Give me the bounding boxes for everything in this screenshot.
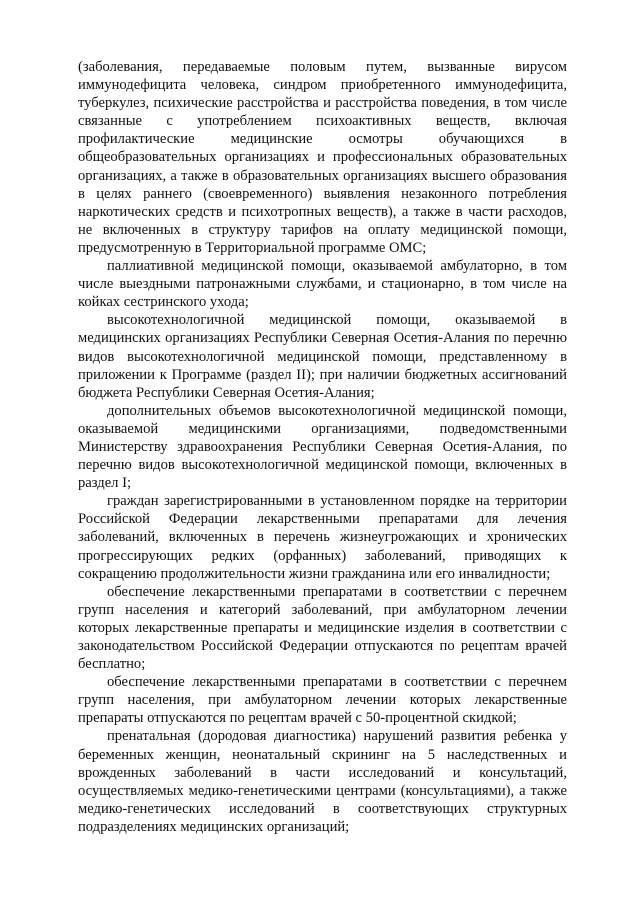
paragraph-prenatal-diagnostics: пренатальная (дородовая диагностика) нарушений развития ребенка у беременных женщин, неонатальный скрининг на 5 наследственных и врожденных заболеваний в части исследований и консультаций, осуществляемых медико-генетическими центрами (консультациями), а также медико-генетических исследований в соответствующих структурных подразделениях медицинских организаций; xyxy=(78,728,567,835)
paragraph-additional-volumes: дополнительных объемов высокотехнологичной медицинской помощи, оказываемой медицинскими организациями, подведомственными Министерству здравоохранения Республики Северная Осетия-Алания, по перечню видов высокотехнологичной медицинской помощи, включенных в раздел I; xyxy=(78,402,567,492)
document-page xyxy=(78,58,567,836)
paragraph-palliative-care: паллиативной медицинской помощи, оказываемой амбулаторно, в том числе выездными патронажными службами, и стационарно, в том числе на койках сестринского ухода; xyxy=(78,258,567,311)
paragraph-free-medicines: обеспечение лекарственными препаратами в соответствии с перечнем групп населения и категорий заболеваний, при амбулаторном лечении которых лекарственные препараты и медицинские изделия в соответствии с законодательством Российской Федерации отпускаются по рецептам врачей бесплатно; xyxy=(78,583,567,673)
paragraph-discount-medicines: обеспечение лекарственными препаратами в соответствии с перечнем групп населения, при амбулаторном лечении которых лекарственные препараты отпускаются по рецептам врачей с 50-процентной скидкой; xyxy=(78,674,567,727)
paragraph-orphan-diseases: граждан зарегистрированными в установленном порядке на территории Российской Федерации лекарственными препаратами для лечения заболеваний, включенных в перечень жизнеугрожающих и хронических прогрессирующих редких (орфанных) заболеваний, приводящих к сокращению продолжительности жизни гражданина или его инвалидности; xyxy=(78,493,567,582)
paragraph-high-tech-care: высокотехнологичной медицинской помощи, оказываемой в медицинских организациях Республики Северная Осетия-Алания по перечню видов высокотехнологичной медицинской помощи, представленному в приложении к Программе (раздел II); при наличии бюджетных ассигнований бюджета Республики Северная Осетия-Алания; xyxy=(78,312,567,401)
paragraph-continuation: (заболевания, передаваемые половым путем, вызванные вирусом иммунодефицита человека, синдром приобретенного иммунодефицита, туберкулез, психические расстройства и расстройства поведения, в том числе связанные с употреблением психоактивных веществ, включая профилактические медицинские осмотры обучающихся в общеобразовательных организациях и профессиональных образовательных организациях, а также в образовательных организациях высшего образования в целях раннего (своевременного) выявления незаконного потребления наркотических средств и психотропных веществ), а также в части расходов, не включенных в структуру тарифов на оплату медицинской помощи, предусмотренную в Территориальной программе ОМС; xyxy=(78,59,567,256)
